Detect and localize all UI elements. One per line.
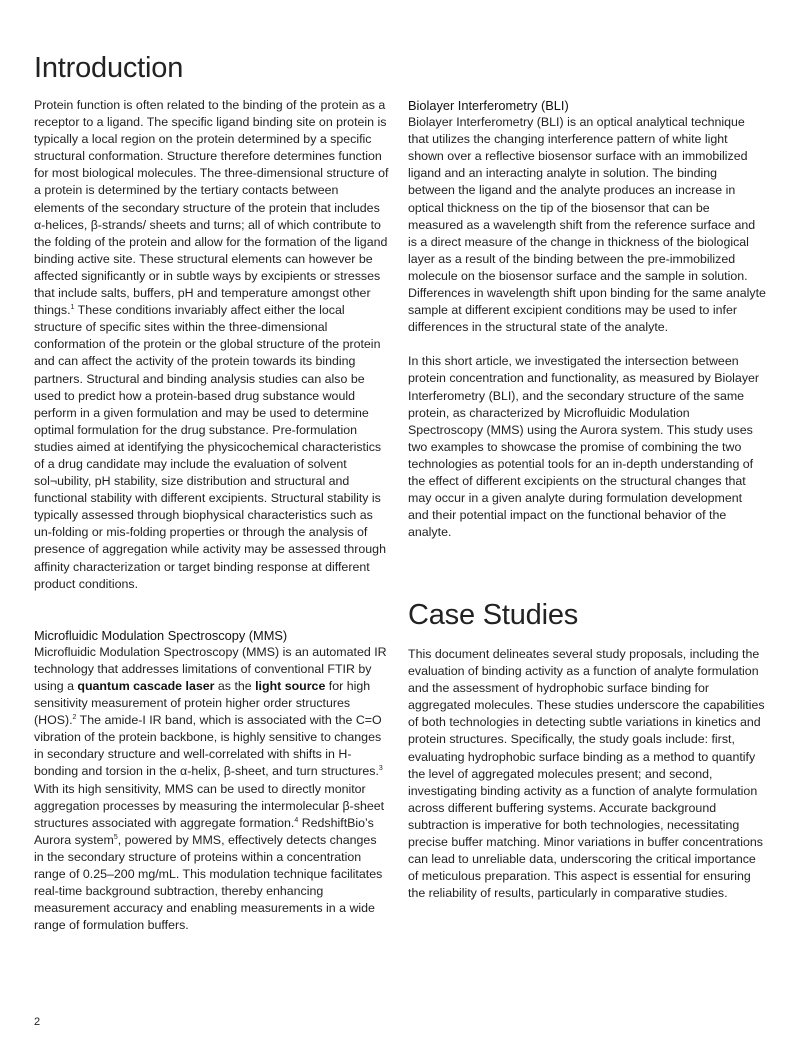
bli-heading: Biolayer Interferometry (BLI) [408,98,569,113]
bli-paragraph: Biolayer Interferometry (BLI) is an optical analytical technique that utilizes the changing interference pattern of white light shown over a reflective biosensor surface with an immobilized ligand and an interacting analyte in solution. The binding between the ligand and the analyte produces an increase in optical thickness on the tip of the biosensor that can be measured as a wavelength shift from the reference surface and is a direct measure of the change in thickness of the biological layer as a result of the binding between the pre-immobilized molecule on the biosensor surface and the sample in solution. Differences in wavelength shift upon binding for the same analyte sample at different excipient conditions may be used to infer differences in the structural state of the analyte. [408,115,766,335]
mms-text-6: RedshiftBio’s Aurora system [34,815,374,847]
citation-5: 5 [113,833,118,841]
introduction-heading: Introduction [34,52,184,84]
intro-text-continued: These conditions invariably affect either the local structure of specific sites within the three-dimensional conformation of the protein or the global structure of the protein and can affect the activity of the protein towards its binding partners. Structural and binding analysis studies can also be used to predict how a protein-based drug substance would perform in a given formulation and may be used to determine optimal formulation for the drug substance. Pre-formulation studies aimed at identifying the physicochemical characteristics of a drug candidate may include the evaluation of solvent sol¬ubility, pH stability, size distribution and structural and functional stability with different excipients. Structural stability is typically assessed through biophysical characteristics such as un-folding or mis-folding properties or through the analysis of presence of aggregation while activity may be assessed through affinity characterization or target binding response at different product conditions. [34,303,386,591]
citation-4: 4 [294,816,299,824]
case-studies-paragraph: This document delineates several study proposals, including the evaluation of binding activity as a function of analyte formulation and the assessment of hydrophobic surface binding for aggregated molecules. These studies underscore the capabilities of both technologies in detecting subtle variations in kinetics and protein structures. Specifically, the study goals include: first, evaluating hydrophobic surface binding as a method to quantify the level of aggregated molecules present; and second, investigating binding activity as a function of analyte formulation across different buffering systems. Accurate background subtraction is imperative for both technologies, necessitating precise buffer matching. Minor variations in buffer concentrations can lead to unreliable data, underscoring the critical importance of meticulous preparation. This aspect is essential for ensuring the reliability of results, particularly in comparative studies. [408,647,765,901]
mms-text-7: , powered by MMS, effectively detects changes in the secondary structure of proteins within a concentration range of 0.25–200 mg/mL. This modulation technique facilitates real-time background subtraction, thereby enhancing measurement accuracy and enabling measurements in a wide range of formulation buffers. [34,832,383,933]
mms-section [34,627,389,935]
mms-text-3: for high sensitivity measurement of protein higher order structures (HOS). [34,679,371,728]
mms-heading: Microfluidic Modulation Spectroscopy (MMS) [34,627,288,643]
citation-3: 3 [378,765,383,773]
intro-text: Protein function is often related to the binding of the protein as a receptor to a ligand. The specific ligand binding site on protein is typically a local region on the protein determined by a specific structural conformation. Structure therefore determines function for most biological molecules. The three-dimensional structure of a protein is determined by the tertiary contacts between elements of the secondary structure of the protein that includes α-helices, β-strands/ sheets and turns; all of which contribute to the folding of the protein and allow for the formation of the ligand binding active site. These structural elements can however be affected significantly or in subtle ways by excipients or stresses that include salts, buffers, pH and temperature amongst other things. [34,98,389,318]
case-studies-heading: Case Studies [408,599,579,631]
article-summary-paragraph: In this short article, we investigated the intersection between protein concentration and functionality, as measured by Biolayer Interferometry (BLI), and the secondary structure of the same protein, as characterized by Microfluidic Modulation Spectroscopy (MMS) using the Aurora system. This study uses two examples to showcase the promise of combining the two technologies as potential tools for an in-depth understanding of the effect of different excipients on the structural changes that may occur in a given analyte during formulation development and their potential impact on the functional behavior of the analyte. [408,354,760,540]
quantum-cascade-laser-link[interactable]: quantum cascade laser [77,679,215,693]
citation-1: 1 [70,304,75,311]
mms-text-4: The amide-I IR band, which is associated with the C=O vibration of the protein backbone, is highly sensitive to changes in secondary structure and well-correlated with shifts in H-bonding and torsion in the α-helix, β-sheet, and turn structures. [34,713,382,779]
intro-paragraph [34,97,389,593]
right-column-top [408,97,766,541]
mms-text-5: With its high sensitivity, MMS can be used to directly monitor aggregation processes by measuring the intermolecular β-sheet structures associated with aggregate formation. [34,781,385,830]
mms-text-2: as the [214,679,256,693]
right-column-bottom [408,646,766,902]
mms-text-1: Microfluidic Modulation Spectroscopy (MMS) is an automated IR technology that addresses limitations of conventional FTIR by using a [34,644,387,693]
mms-paragraph [34,644,389,935]
light-source-link[interactable]: light source [255,679,326,693]
page-number: 2 [34,1016,41,1028]
left-column [34,97,389,934]
citation-2: 2 [72,714,77,722]
